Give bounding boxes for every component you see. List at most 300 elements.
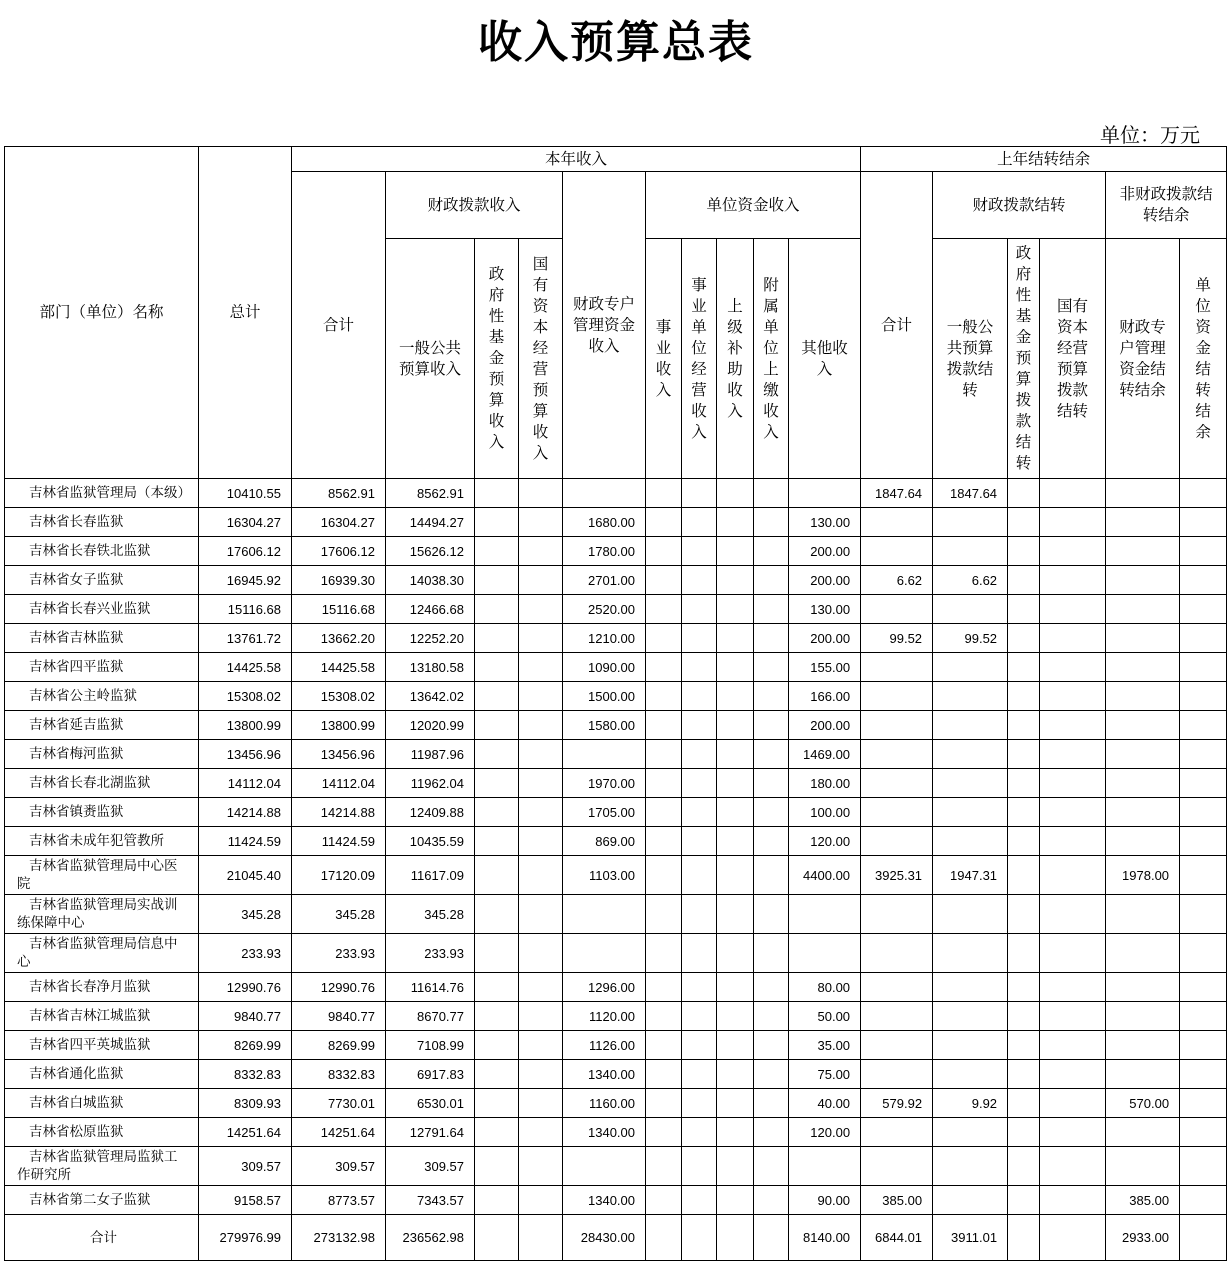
value-cell: 40.00: [789, 1089, 861, 1118]
value-cell: [563, 895, 646, 934]
value-cell: [933, 1147, 1008, 1186]
value-cell: 2701.00: [563, 566, 646, 595]
value-cell: [682, 1215, 717, 1261]
value-cell: [1008, 934, 1040, 973]
header-business: 事业收入: [646, 239, 682, 479]
value-cell: [1040, 595, 1106, 624]
value-cell: [717, 1002, 754, 1031]
value-cell: 1296.00: [563, 973, 646, 1002]
value-cell: [475, 1031, 519, 1060]
value-cell: [861, 973, 933, 1002]
value-cell: [861, 1147, 933, 1186]
value-cell: 21045.40: [199, 856, 292, 895]
value-cell: [646, 973, 682, 1002]
value-cell: 17120.09: [292, 856, 386, 895]
value-cell: [646, 1060, 682, 1089]
value-cell: [646, 711, 682, 740]
value-cell: [1180, 856, 1227, 895]
value-cell: 1780.00: [563, 537, 646, 566]
table-row: [5, 711, 1227, 740]
value-cell: [1106, 934, 1180, 973]
value-cell: [646, 624, 682, 653]
value-cell: [519, 827, 563, 856]
dept-name-cell: 吉林省监狱管理局中心医院: [5, 856, 199, 895]
value-cell: [861, 653, 933, 682]
value-cell: [682, 973, 717, 1002]
value-cell: [519, 1118, 563, 1147]
table-row: [5, 934, 1227, 973]
table-row: [5, 537, 1227, 566]
header-special-account: 财政专户管理资金收入: [563, 172, 646, 479]
value-cell: [682, 798, 717, 827]
value-cell: [1008, 1147, 1040, 1186]
value-cell: [1180, 479, 1227, 508]
value-cell: 12990.76: [199, 973, 292, 1002]
dept-name-cell: 吉林省长春铁北监狱: [5, 537, 199, 566]
value-cell: 180.00: [789, 769, 861, 798]
value-cell: [717, 1031, 754, 1060]
value-cell: 10435.59: [386, 827, 475, 856]
value-cell: [789, 479, 861, 508]
value-cell: [519, 798, 563, 827]
value-cell: [754, 827, 789, 856]
value-cell: [1008, 769, 1040, 798]
table-row: [5, 653, 1227, 682]
value-cell: [933, 798, 1008, 827]
dept-name-cell: 吉林省镇赉监狱: [5, 798, 199, 827]
header-gov-fund-carry: 政府性基金预算拨款结转: [1008, 239, 1040, 479]
value-cell: 279976.99: [199, 1215, 292, 1261]
value-cell: [1008, 740, 1040, 769]
value-cell: [1106, 895, 1180, 934]
dept-name-cell: 吉林省监狱管理局信息中心: [5, 934, 199, 973]
value-cell: 10410.55: [199, 479, 292, 508]
table-row: [5, 1186, 1227, 1215]
value-cell: [717, 934, 754, 973]
value-cell: 11614.76: [386, 973, 475, 1002]
budget-table: [4, 146, 1227, 1261]
value-cell: [754, 1215, 789, 1261]
value-cell: [646, 537, 682, 566]
value-cell: 1340.00: [563, 1118, 646, 1147]
value-cell: [1040, 1147, 1106, 1186]
value-cell: 8670.77: [386, 1002, 475, 1031]
value-cell: [475, 1215, 519, 1261]
value-cell: [933, 769, 1008, 798]
header-non-fiscal-carry: 非财政拨款结转结余: [1106, 172, 1227, 239]
value-cell: [646, 479, 682, 508]
header-state-capital: 国有资本经营预算收入: [519, 239, 563, 479]
value-cell: [861, 827, 933, 856]
table-row: [5, 1031, 1227, 1060]
value-cell: 17606.12: [199, 537, 292, 566]
value-cell: [519, 653, 563, 682]
header-unit-funds: 单位资金收入: [646, 172, 861, 239]
value-cell: [754, 895, 789, 934]
value-cell: [1008, 566, 1040, 595]
header-fiscal: 财政拨款收入: [386, 172, 563, 239]
value-cell: [682, 1089, 717, 1118]
value-cell: 7730.01: [292, 1089, 386, 1118]
value-cell: [682, 624, 717, 653]
value-cell: [717, 769, 754, 798]
value-cell: [1180, 973, 1227, 1002]
value-cell: [717, 895, 754, 934]
value-cell: [1040, 973, 1106, 1002]
value-cell: [1040, 1215, 1106, 1261]
dept-name-cell: 吉林省长春净月监狱: [5, 973, 199, 1002]
value-cell: 1705.00: [563, 798, 646, 827]
value-cell: 155.00: [789, 653, 861, 682]
value-cell: [682, 653, 717, 682]
value-cell: [1008, 1031, 1040, 1060]
value-cell: 273132.98: [292, 1215, 386, 1261]
value-cell: [1180, 566, 1227, 595]
value-cell: [475, 595, 519, 624]
value-cell: [1106, 827, 1180, 856]
value-cell: [717, 973, 754, 1002]
value-cell: [933, 595, 1008, 624]
value-cell: 1120.00: [563, 1002, 646, 1031]
value-cell: [754, 508, 789, 537]
value-cell: [646, 1031, 682, 1060]
value-cell: 6530.01: [386, 1089, 475, 1118]
value-cell: 6917.83: [386, 1060, 475, 1089]
value-cell: [1008, 1186, 1040, 1215]
value-cell: [717, 798, 754, 827]
value-cell: [754, 798, 789, 827]
value-cell: [1180, 769, 1227, 798]
value-cell: [933, 1031, 1008, 1060]
table-row: [5, 895, 1227, 934]
value-cell: [789, 934, 861, 973]
value-cell: [475, 973, 519, 1002]
value-cell: [754, 1186, 789, 1215]
value-cell: [646, 856, 682, 895]
value-cell: [1008, 479, 1040, 508]
dept-name-cell: 吉林省监狱管理局实战训练保障中心: [5, 895, 199, 934]
value-cell: [754, 856, 789, 895]
value-cell: [682, 566, 717, 595]
value-cell: 14214.88: [199, 798, 292, 827]
value-cell: 8562.91: [292, 479, 386, 508]
value-cell: 130.00: [789, 508, 861, 537]
total-row: [5, 1215, 1227, 1261]
dept-name-cell: 吉林省第二女子监狱: [5, 1186, 199, 1215]
value-cell: [646, 1147, 682, 1186]
dept-name-cell: 吉林省长春监狱: [5, 508, 199, 537]
value-cell: [861, 934, 933, 973]
value-cell: [646, 566, 682, 595]
value-cell: [1180, 1002, 1227, 1031]
value-cell: [933, 1002, 1008, 1031]
value-cell: [754, 740, 789, 769]
value-cell: 1580.00: [563, 711, 646, 740]
value-cell: [1180, 1031, 1227, 1060]
value-cell: [1040, 537, 1106, 566]
value-cell: [519, 508, 563, 537]
value-cell: [682, 1147, 717, 1186]
value-cell: 12466.68: [386, 595, 475, 624]
value-cell: 8269.99: [199, 1031, 292, 1060]
value-cell: 1160.00: [563, 1089, 646, 1118]
value-cell: [646, 769, 682, 798]
value-cell: [519, 537, 563, 566]
value-cell: 13180.58: [386, 653, 475, 682]
value-cell: [475, 682, 519, 711]
value-cell: 11962.04: [386, 769, 475, 798]
header-state-capital-carry: 国有资本经营预算拨款结转: [1040, 239, 1106, 479]
value-cell: [1040, 1118, 1106, 1147]
value-cell: [717, 1060, 754, 1089]
value-cell: [646, 653, 682, 682]
value-cell: 8269.99: [292, 1031, 386, 1060]
value-cell: 1847.64: [861, 479, 933, 508]
value-cell: [1040, 1060, 1106, 1089]
value-cell: [933, 1060, 1008, 1089]
header-affiliated: 附属单位上缴收入: [754, 239, 789, 479]
value-cell: 9.92: [933, 1089, 1008, 1118]
dept-name-cell: 吉林省松原监狱: [5, 1118, 199, 1147]
table-row: [5, 740, 1227, 769]
value-cell: [754, 537, 789, 566]
value-cell: [861, 682, 933, 711]
header-unit-carry: 单位资金结转结余: [1180, 239, 1227, 479]
value-cell: [1106, 595, 1180, 624]
table-row: [5, 856, 1227, 895]
value-cell: 233.93: [292, 934, 386, 973]
value-cell: [519, 479, 563, 508]
dept-name-cell: 吉林省吉林监狱: [5, 624, 199, 653]
value-cell: [933, 827, 1008, 856]
value-cell: [519, 624, 563, 653]
value-cell: [717, 711, 754, 740]
value-cell: [1180, 740, 1227, 769]
value-cell: [475, 1186, 519, 1215]
table-body: [5, 479, 1227, 1261]
value-cell: [475, 1118, 519, 1147]
value-cell: [475, 711, 519, 740]
value-cell: [646, 682, 682, 711]
value-cell: 200.00: [789, 624, 861, 653]
value-cell: [475, 508, 519, 537]
value-cell: [754, 479, 789, 508]
value-cell: 11987.96: [386, 740, 475, 769]
value-cell: [475, 1089, 519, 1118]
value-cell: [682, 934, 717, 973]
value-cell: [1180, 827, 1227, 856]
value-cell: 345.28: [292, 895, 386, 934]
value-cell: 16304.27: [199, 508, 292, 537]
value-cell: 8309.93: [199, 1089, 292, 1118]
value-cell: 14112.04: [292, 769, 386, 798]
value-cell: 12409.88: [386, 798, 475, 827]
value-cell: [682, 711, 717, 740]
value-cell: 16939.30: [292, 566, 386, 595]
value-cell: [1180, 711, 1227, 740]
value-cell: [646, 1118, 682, 1147]
table-header: [5, 147, 1227, 479]
value-cell: 9158.57: [199, 1186, 292, 1215]
value-cell: [682, 769, 717, 798]
value-cell: [519, 1002, 563, 1031]
value-cell: [1040, 566, 1106, 595]
value-cell: [933, 895, 1008, 934]
value-cell: 13456.96: [199, 740, 292, 769]
value-cell: 1970.00: [563, 769, 646, 798]
page-title: 收入预算总表: [478, 17, 754, 68]
value-cell: [646, 934, 682, 973]
value-cell: 579.92: [861, 1089, 933, 1118]
value-cell: 200.00: [789, 566, 861, 595]
value-cell: 17606.12: [292, 537, 386, 566]
dept-name-cell: 吉林省通化监狱: [5, 1060, 199, 1089]
dept-name-cell: 吉林省监狱管理局（本级）: [5, 479, 199, 508]
value-cell: 2933.00: [1106, 1215, 1180, 1261]
value-cell: [861, 769, 933, 798]
value-cell: [1106, 537, 1180, 566]
value-cell: [933, 973, 1008, 1002]
table-row: [5, 1060, 1227, 1089]
value-cell: [717, 740, 754, 769]
value-cell: [1180, 1215, 1227, 1261]
value-cell: [475, 624, 519, 653]
value-cell: 90.00: [789, 1186, 861, 1215]
value-cell: 6.62: [933, 566, 1008, 595]
value-cell: 14251.64: [292, 1118, 386, 1147]
value-cell: [1008, 973, 1040, 1002]
value-cell: [475, 566, 519, 595]
dept-name-cell: 吉林省女子监狱: [5, 566, 199, 595]
header-dept: 部门（单位）名称: [5, 147, 199, 479]
value-cell: [1008, 1060, 1040, 1089]
value-cell: 1978.00: [1106, 856, 1180, 895]
value-cell: [475, 798, 519, 827]
header-total: 总计: [199, 147, 292, 479]
value-cell: [933, 653, 1008, 682]
value-cell: [933, 1186, 1008, 1215]
value-cell: 16304.27: [292, 508, 386, 537]
value-cell: [1106, 1147, 1180, 1186]
value-cell: [646, 508, 682, 537]
value-cell: 14494.27: [386, 508, 475, 537]
value-cell: 14038.30: [386, 566, 475, 595]
value-cell: 15116.68: [199, 595, 292, 624]
dept-name-cell: 吉林省公主岭监狱: [5, 682, 199, 711]
value-cell: 1210.00: [563, 624, 646, 653]
value-cell: 13642.02: [386, 682, 475, 711]
value-cell: [861, 1118, 933, 1147]
value-cell: [1008, 1215, 1040, 1261]
value-cell: [475, 1147, 519, 1186]
value-cell: [1106, 740, 1180, 769]
value-cell: 99.52: [933, 624, 1008, 653]
value-cell: 1500.00: [563, 682, 646, 711]
value-cell: [475, 1060, 519, 1089]
value-cell: [1180, 1089, 1227, 1118]
table-row: [5, 1002, 1227, 1031]
header-special-carry: 财政专户管理资金结转结余: [1106, 239, 1180, 479]
value-cell: [682, 682, 717, 711]
value-cell: [861, 1060, 933, 1089]
header-other: 其他收入: [789, 239, 861, 479]
value-cell: [682, 856, 717, 895]
value-cell: [933, 934, 1008, 973]
value-cell: [1106, 624, 1180, 653]
value-cell: [861, 508, 933, 537]
value-cell: [646, 895, 682, 934]
table-row: [5, 595, 1227, 624]
value-cell: [717, 479, 754, 508]
value-cell: 14425.58: [199, 653, 292, 682]
value-cell: [1040, 1031, 1106, 1060]
value-cell: 8332.83: [199, 1060, 292, 1089]
value-cell: [717, 508, 754, 537]
value-cell: [646, 740, 682, 769]
value-cell: [754, 1031, 789, 1060]
value-cell: [933, 682, 1008, 711]
value-cell: 1847.64: [933, 479, 1008, 508]
value-cell: 13456.96: [292, 740, 386, 769]
table-row: [5, 798, 1227, 827]
value-cell: [1008, 1089, 1040, 1118]
value-cell: [754, 1147, 789, 1186]
value-cell: 1680.00: [563, 508, 646, 537]
value-cell: [1180, 508, 1227, 537]
value-cell: [1040, 798, 1106, 827]
dept-name-cell: 吉林省未成年犯管教所: [5, 827, 199, 856]
value-cell: 35.00: [789, 1031, 861, 1060]
table-row: [5, 479, 1227, 508]
value-cell: [475, 895, 519, 934]
value-cell: 15626.12: [386, 537, 475, 566]
value-cell: [519, 740, 563, 769]
value-cell: 7343.57: [386, 1186, 475, 1215]
value-cell: [1180, 934, 1227, 973]
value-cell: [682, 537, 717, 566]
value-cell: [682, 1186, 717, 1215]
value-cell: [1008, 827, 1040, 856]
value-cell: [682, 1060, 717, 1089]
value-cell: [682, 595, 717, 624]
value-cell: 1340.00: [563, 1060, 646, 1089]
value-cell: [646, 595, 682, 624]
value-cell: [861, 1031, 933, 1060]
value-cell: 75.00: [789, 1060, 861, 1089]
total-label: 合计: [5, 1215, 199, 1261]
value-cell: [519, 682, 563, 711]
value-cell: [754, 653, 789, 682]
value-cell: [1180, 653, 1227, 682]
value-cell: 7108.99: [386, 1031, 475, 1060]
value-cell: 4400.00: [789, 856, 861, 895]
value-cell: [682, 508, 717, 537]
value-cell: 15308.02: [199, 682, 292, 711]
value-cell: [1040, 682, 1106, 711]
value-cell: 2520.00: [563, 595, 646, 624]
header-cy-sum: 合计: [292, 172, 386, 479]
dept-name-cell: 吉林省四平英城监狱: [5, 1031, 199, 1060]
value-cell: [1106, 1002, 1180, 1031]
value-cell: [646, 798, 682, 827]
value-cell: [519, 1147, 563, 1186]
value-cell: [1008, 595, 1040, 624]
value-cell: [861, 711, 933, 740]
value-cell: [475, 1002, 519, 1031]
value-cell: [754, 769, 789, 798]
value-cell: 309.57: [292, 1147, 386, 1186]
value-cell: [717, 653, 754, 682]
